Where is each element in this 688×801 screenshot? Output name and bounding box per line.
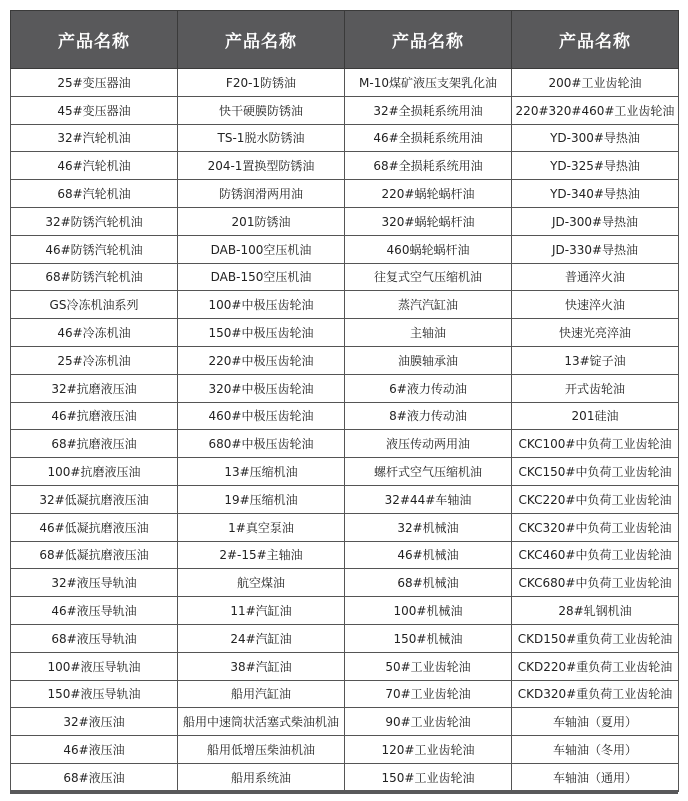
table-row xyxy=(11,346,679,374)
table-cell: 46#液压油 xyxy=(11,736,178,764)
table-cell: 13#锭子油 xyxy=(512,346,679,374)
table-row xyxy=(11,180,679,208)
table-row xyxy=(11,624,679,652)
table-row xyxy=(11,708,679,736)
table-cell: 32#低凝抗磨液压油 xyxy=(11,485,178,513)
table-cell: 220#中极压齿轮油 xyxy=(178,346,345,374)
table-cell: 460#中极压齿轮油 xyxy=(178,402,345,430)
table-cell: 船用低增压柴油机油 xyxy=(178,736,345,764)
table-cell: 车轴油（夏用） xyxy=(512,708,679,736)
table-row xyxy=(11,541,679,569)
table-cell: 2#-15#主轴油 xyxy=(178,541,345,569)
column-header: 产品名称 xyxy=(345,11,512,69)
table-cell: 32#机械油 xyxy=(345,513,512,541)
table-cell: 油膜轴承油 xyxy=(345,346,512,374)
table-header xyxy=(11,11,679,69)
table-cell: 320#中极压齿轮油 xyxy=(178,374,345,402)
table-cell: 往复式空气压缩机油 xyxy=(345,263,512,291)
table-cell: 68#液压导轨油 xyxy=(11,624,178,652)
table-row xyxy=(11,513,679,541)
table-cell: CKD220#重负荷工业齿轮油 xyxy=(512,652,679,680)
header-row xyxy=(11,11,679,69)
table-cell: 100#中极压齿轮油 xyxy=(178,291,345,319)
table-cell: CKD150#重负荷工业齿轮油 xyxy=(512,624,679,652)
table-cell: 45#变压器油 xyxy=(11,96,178,124)
table-cell: 220#蜗轮蜗杆油 xyxy=(345,180,512,208)
table-cell: 201防锈油 xyxy=(178,207,345,235)
table-row xyxy=(11,430,679,458)
table-cell: YD-340#导热油 xyxy=(512,180,679,208)
table-cell: 13#压缩机油 xyxy=(178,458,345,486)
table-cell: 32#抗磨液压油 xyxy=(11,374,178,402)
table-cell: TS-1脱水防锈油 xyxy=(178,124,345,152)
table-cell: 38#汽缸油 xyxy=(178,652,345,680)
table-cell: 320#蜗轮蜗杆油 xyxy=(345,207,512,235)
table-cell: 68#汽轮机油 xyxy=(11,180,178,208)
table-cell: CKC220#中负荷工业齿轮油 xyxy=(512,485,679,513)
table-cell: 8#液力传动油 xyxy=(345,402,512,430)
table-cell: 46#冷冻机油 xyxy=(11,319,178,347)
table-cell: 150#中极压齿轮油 xyxy=(178,319,345,347)
table-row xyxy=(11,763,679,791)
table-cell: 68#全损耗系统用油 xyxy=(345,152,512,180)
table-cell: 快速淬火油 xyxy=(512,291,679,319)
table-cell: CKC320#中负荷工业齿轮油 xyxy=(512,513,679,541)
table-cell: 150#液压导轨油 xyxy=(11,680,178,708)
table-cell: 液压传动两用油 xyxy=(345,430,512,458)
table-cell: 主轴油 xyxy=(345,319,512,347)
table-cell: 船用汽缸油 xyxy=(178,680,345,708)
table-row xyxy=(11,402,679,430)
table-cell: 70#工业齿轮油 xyxy=(345,680,512,708)
table-cell: 90#工业齿轮油 xyxy=(345,708,512,736)
table-cell: 46#防锈汽轮机油 xyxy=(11,235,178,263)
table-cell: 46#抗磨液压油 xyxy=(11,402,178,430)
table-cell: 50#工业齿轮油 xyxy=(345,652,512,680)
table-cell: 150#机械油 xyxy=(345,624,512,652)
table-cell: 32#全损耗系统用油 xyxy=(345,96,512,124)
table-cell: F20-1防锈油 xyxy=(178,69,345,97)
table-cell: 32#防锈汽轮机油 xyxy=(11,207,178,235)
table-cell: 25#冷冻机油 xyxy=(11,346,178,374)
bottom-bar xyxy=(10,790,678,794)
table-body xyxy=(11,69,679,792)
table-cell: 开式齿轮油 xyxy=(512,374,679,402)
table-cell: YD-325#导热油 xyxy=(512,152,679,180)
table-cell: 46#低凝抗磨液压油 xyxy=(11,513,178,541)
table-row xyxy=(11,736,679,764)
table-row xyxy=(11,235,679,263)
table-cell: CKC460#中负荷工业齿轮油 xyxy=(512,541,679,569)
table-cell: 68#液压油 xyxy=(11,763,178,791)
table-row xyxy=(11,69,679,97)
table-cell: M-10煤矿液压支架乳化油 xyxy=(345,69,512,97)
table-cell: 车轴油（冬用） xyxy=(512,736,679,764)
table-cell: 32#44#车轴油 xyxy=(345,485,512,513)
table-row xyxy=(11,597,679,625)
table-row xyxy=(11,680,679,708)
table-row xyxy=(11,124,679,152)
table-row xyxy=(11,569,679,597)
table-cell: 204-1置换型防锈油 xyxy=(178,152,345,180)
table-cell: 蒸汽汽缸油 xyxy=(345,291,512,319)
table-cell: 68#防锈汽轮机油 xyxy=(11,263,178,291)
table-cell: 200#工业齿轮油 xyxy=(512,69,679,97)
table-cell: 车轴油（通用） xyxy=(512,763,679,791)
table-cell: 6#液力传动油 xyxy=(345,374,512,402)
table-row xyxy=(11,96,679,124)
column-header: 产品名称 xyxy=(178,11,345,69)
table-row xyxy=(11,458,679,486)
table-row xyxy=(11,291,679,319)
table-cell: 快干硬膜防锈油 xyxy=(178,96,345,124)
table-row xyxy=(11,263,679,291)
column-header: 产品名称 xyxy=(512,11,679,69)
product-table xyxy=(10,10,679,792)
table-cell: 螺杆式空气压缩机油 xyxy=(345,458,512,486)
table-cell: 25#变压器油 xyxy=(11,69,178,97)
table-row xyxy=(11,207,679,235)
table-cell: YD-300#导热油 xyxy=(512,124,679,152)
table-cell: 防锈润滑两用油 xyxy=(178,180,345,208)
table-cell: 120#工业齿轮油 xyxy=(345,736,512,764)
table-cell: 普通淬火油 xyxy=(512,263,679,291)
table-cell: CKC680#中负荷工业齿轮油 xyxy=(512,569,679,597)
table-cell: 100#液压导轨油 xyxy=(11,652,178,680)
table-cell: 201硅油 xyxy=(512,402,679,430)
table-cell: 46#液压导轨油 xyxy=(11,597,178,625)
table-cell: 46#机械油 xyxy=(345,541,512,569)
table-cell: 船用系统油 xyxy=(178,763,345,791)
table-row xyxy=(11,152,679,180)
table-cell: 11#汽缸油 xyxy=(178,597,345,625)
table-cell: 1#真空泵油 xyxy=(178,513,345,541)
table-cell: CKC150#中负荷工业齿轮油 xyxy=(512,458,679,486)
table-cell: DAB-150空压机油 xyxy=(178,263,345,291)
table-cell: 100#抗磨液压油 xyxy=(11,458,178,486)
table-cell: 68#低凝抗磨液压油 xyxy=(11,541,178,569)
table-cell: 460蜗轮蜗杆油 xyxy=(345,235,512,263)
column-header: 产品名称 xyxy=(11,11,178,69)
table-cell: 150#工业齿轮油 xyxy=(345,763,512,791)
table-cell: 船用中速筒状活塞式柴油机油 xyxy=(178,708,345,736)
table-cell: GS冷冻机油系列 xyxy=(11,291,178,319)
table-cell: JD-330#导热油 xyxy=(512,235,679,263)
table-cell: JD-300#导热油 xyxy=(512,207,679,235)
table-cell: 680#中极压齿轮油 xyxy=(178,430,345,458)
table-row xyxy=(11,319,679,347)
table-cell: CKD320#重负荷工业齿轮油 xyxy=(512,680,679,708)
table-cell: DAB-100空压机油 xyxy=(178,235,345,263)
table-row xyxy=(11,485,679,513)
table-row xyxy=(11,374,679,402)
table-cell: 19#压缩机油 xyxy=(178,485,345,513)
table-cell: 32#汽轮机油 xyxy=(11,124,178,152)
table-cell: 46#汽轮机油 xyxy=(11,152,178,180)
table-row xyxy=(11,652,679,680)
table-cell: 快速光亮淬油 xyxy=(512,319,679,347)
table-cell: 100#机械油 xyxy=(345,597,512,625)
table-cell: 220#320#460#工业齿轮油 xyxy=(512,96,679,124)
table-cell: 32#液压油 xyxy=(11,708,178,736)
table-cell: 68#机械油 xyxy=(345,569,512,597)
table-cell: 28#轧钢机油 xyxy=(512,597,679,625)
table-cell: 32#液压导轨油 xyxy=(11,569,178,597)
table-cell: 68#抗磨液压油 xyxy=(11,430,178,458)
table-cell: 航空煤油 xyxy=(178,569,345,597)
table-cell: 46#全损耗系统用油 xyxy=(345,124,512,152)
table-cell: 24#汽缸油 xyxy=(178,624,345,652)
table-cell: CKC100#中负荷工业齿轮油 xyxy=(512,430,679,458)
